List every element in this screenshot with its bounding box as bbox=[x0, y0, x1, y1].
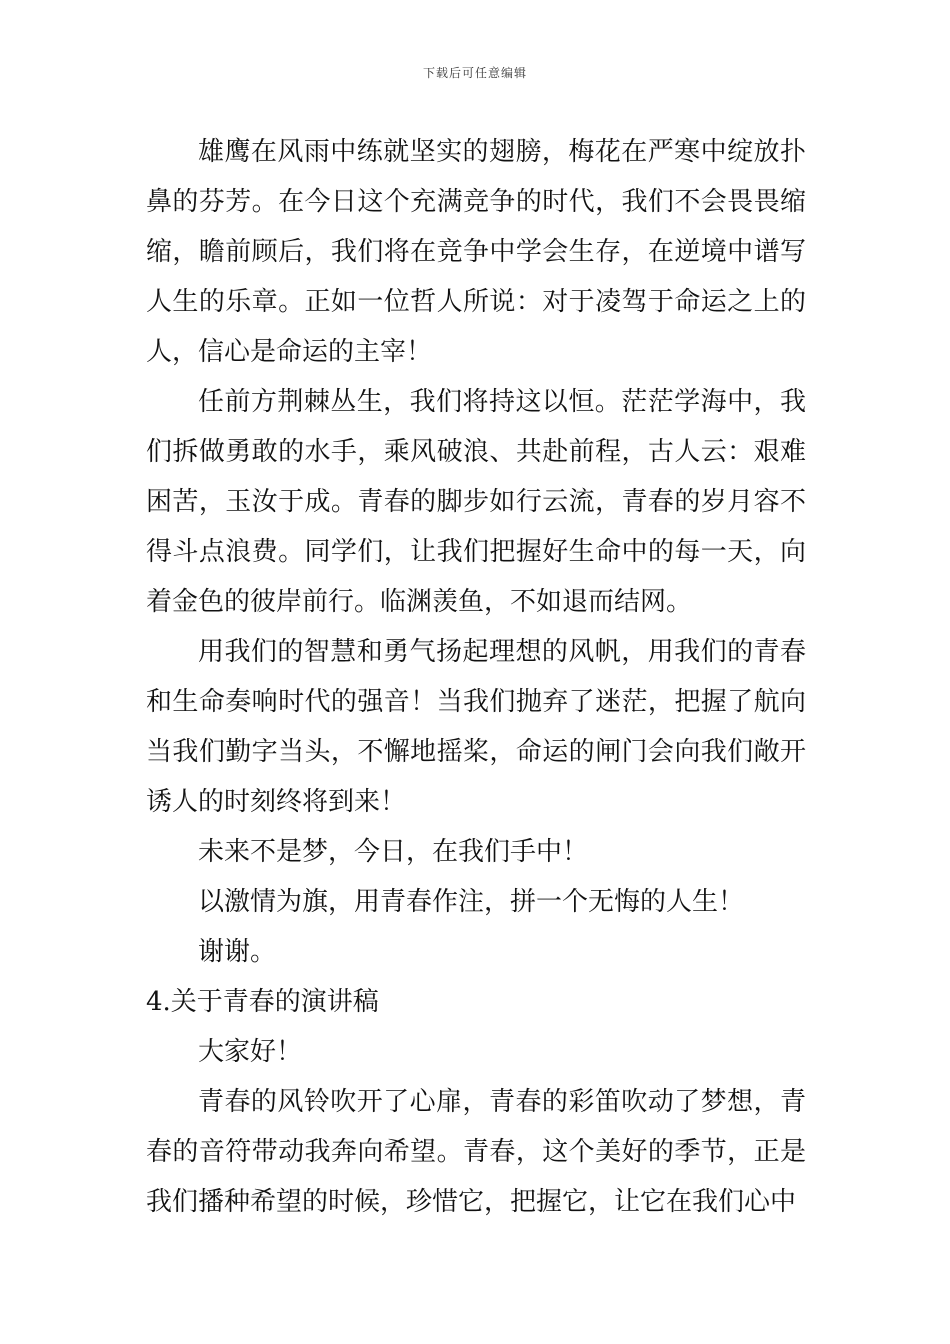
paragraph-passion: 以激情为旗，用青春作注，拼一个无悔的人生！ bbox=[198, 887, 745, 917]
page-header-note: 下载后可任意编辑 bbox=[422, 66, 527, 80]
paragraph-future: 未来不是梦，今日，在我们手中！ bbox=[198, 837, 589, 867]
paragraph-greeting: 大家好！ bbox=[198, 1037, 303, 1067]
document-body bbox=[146, 127, 806, 1227]
paragraph-thorns: 任前方荆棘丛生，我们将持这以恒。茫茫学海中，我们拆做勇敢的水手，乘风破浪、共赴前程，古人云：艰难困苦，玉汝于成。青春的脚步如行云流，青春的岁月容不得斗点浪费。同学们，让我们把握好生命中的每一天，向着金色的彼岸前行。临渊羡鱼，不如退而结网。 bbox=[146, 387, 806, 617]
paragraph-youth: 青春的风铃吹开了心扉，青春的彩笛吹动了梦想，青春的音符带动我奔向希望。青春，这个美好的季节，正是我们播种希望的时候，珍惜它，把握它，让它在我们心中 bbox=[146, 1087, 806, 1217]
paragraph-wisdom: 用我们的智慧和勇气扬起理想的风帆，用我们的青春和生命奏响时代的强音！当我们抛弃了迷茫，把握了航向当我们勤字当头，不懈地摇桨，命运的闸门会向我们敞开诱人的时刻终将到来！ bbox=[146, 637, 806, 817]
paragraph-eagle: 雄鹰在风雨中练就坚实的翅膀，梅花在严寒中绽放扑鼻的芬芳。在今日这个充满竞争的时代，我们不会畏畏缩缩，瞻前顾后，我们将在竞争中学会生存，在逆境中谱写人生的乐章。正如一位哲人所说：对于凌驾于命运之上的人，信心是命运的主宰！ bbox=[146, 137, 806, 367]
section-heading: 4.关于青春的演讲稿 bbox=[146, 987, 379, 1017]
paragraph-thanks: 谢谢。 bbox=[198, 937, 277, 967]
